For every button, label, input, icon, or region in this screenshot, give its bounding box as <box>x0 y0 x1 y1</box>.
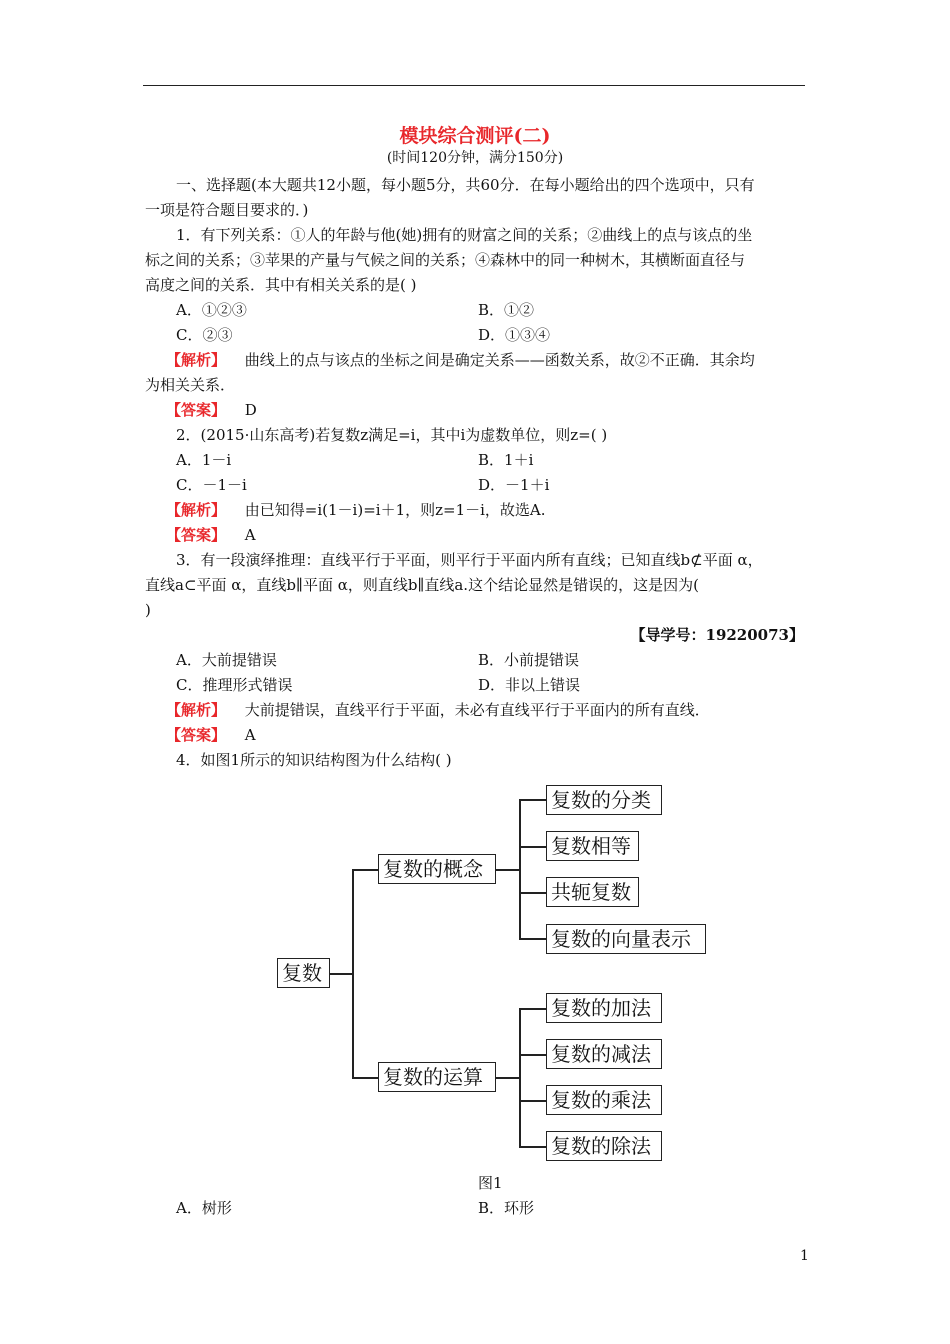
diagram-node-operation-child: 复数的减法 <box>546 1039 662 1069</box>
answer-label: 【答案】 <box>166 401 227 419</box>
q1-answer-value: D <box>244 401 257 419</box>
q3-option-a: A．大前提错误 <box>176 651 277 669</box>
connector <box>519 1008 521 1147</box>
connector <box>496 869 520 871</box>
q3-guide-number: 【导学号：19220073】 <box>630 626 804 644</box>
q2-option-b: B．1＋i <box>478 451 534 469</box>
q3-option-b: B．小前提错误 <box>478 651 580 669</box>
connector <box>352 869 354 1078</box>
diagram-node-concept-child: 复数的分类 <box>546 785 662 815</box>
q1-option-a: A．①②③ <box>176 301 247 319</box>
q1-option-c: C．②③ <box>176 326 233 344</box>
header-rule <box>143 85 805 86</box>
q2-analysis-text: 由已知得=i(1－i)=i＋1，则z=1－i，故选A. <box>244 501 546 519</box>
q3-answer-value: A <box>244 726 256 744</box>
q1-stem-line1: 1．有下列关系：①人的年龄与他(她)拥有的财富之间的关系；②曲线上的点与该点的坐 <box>176 226 753 244</box>
q4-option-a: A．树形 <box>176 1199 232 1217</box>
q2-option-a: A．1－i <box>176 451 232 469</box>
q3-stem-line3: ) <box>145 601 151 619</box>
connector <box>519 1146 546 1148</box>
document-subtitle: (时间120分钟，满分150分) <box>386 150 564 166</box>
diagram-node-concept-child: 复数相等 <box>546 831 639 861</box>
connector <box>519 846 546 848</box>
q3-stem-line1: 3．有一段演绎推理：直线平行于平面，则平行于平面内所有直线；已知直线b⊄平面 α， <box>176 551 763 569</box>
q3-analysis <box>166 700 710 720</box>
q3-answer <box>166 725 256 745</box>
analysis-label: 【解析】 <box>166 501 227 519</box>
q2-stem: 2．(2015·山东高考)若复数z满足=i，其中i为虚数单位，则z=( ) <box>176 426 608 444</box>
analysis-label: 【解析】 <box>166 701 227 719</box>
q4-stem: 4．如图1所示的知识结构图为什么结构( ) <box>176 751 452 769</box>
diagram-node-root: 复数 <box>277 958 330 988</box>
diagram-node-operation-child: 复数的乘法 <box>546 1085 662 1115</box>
connector <box>352 869 378 871</box>
q1-option-b: B．①② <box>478 301 535 319</box>
q2-analysis <box>166 500 546 520</box>
q1-analysis-text: 曲线上的点与该点的坐标之间是确定关系——函数关系，故②不正确．其余均 <box>244 351 755 369</box>
connector <box>519 892 546 894</box>
analysis-label: 【解析】 <box>166 351 227 369</box>
figure-caption: 图1 <box>478 1174 503 1192</box>
page-number: 1 <box>800 1248 809 1264</box>
q3-stem-line2: 直线a⊂平面 α，直线b∥平面 α，则直线b∥直线a.这个结论显然是错误的，这是因为( <box>145 576 699 594</box>
q1-stem-line3: 高度之间的关系．其中有相关关系的是( ) <box>145 276 417 294</box>
connector <box>519 799 521 939</box>
q3-analysis-text: 大前提错误，直线平行于平面，未必有直线平行于平面内的所有直线． <box>244 701 710 719</box>
q2-option-d: D．－1＋i <box>478 476 550 494</box>
q1-analysis-line2: 为相关关系． <box>145 376 236 394</box>
diagram-node-concept: 复数的概念 <box>378 854 496 884</box>
diagram-node-operation-child: 复数的除法 <box>546 1131 662 1161</box>
diagram-node-operation-child: 复数的加法 <box>546 993 662 1023</box>
connector <box>519 938 546 940</box>
section-instruction-line2: 一项是符合题目要求的．) <box>145 201 309 219</box>
diagram-node-operation: 复数的运算 <box>378 1062 496 1092</box>
diagram-node-concept-child: 共轭复数 <box>546 877 639 907</box>
q2-answer <box>166 525 256 545</box>
q1-answer <box>166 400 257 420</box>
connector <box>352 1077 378 1079</box>
q2-answer-value: A <box>244 526 256 544</box>
document-title: 模块综合测评(二) <box>399 125 551 147</box>
q1-stem-line2: 标之间的关系；③苹果的产量与气候之间的关系；④森林中的同一种树木，其横断面直径与 <box>145 251 746 269</box>
q4-option-b: B．环形 <box>478 1199 535 1217</box>
connector <box>519 799 546 801</box>
connector <box>329 973 353 975</box>
connector <box>496 1077 520 1079</box>
answer-label: 【答案】 <box>166 526 227 544</box>
q3-option-c: C．推理形式错误 <box>176 676 293 694</box>
answer-label: 【答案】 <box>166 726 227 744</box>
q1-analysis <box>166 350 755 370</box>
connector <box>519 1008 546 1010</box>
q3-option-d: D．非以上错误 <box>478 676 581 694</box>
connector <box>519 1054 546 1056</box>
connector <box>519 1100 546 1102</box>
q1-option-d: D．①③④ <box>478 326 551 344</box>
q2-option-c: C．－1－i <box>176 476 247 494</box>
section-instruction-line1: 一、选择题(本大题共12小题，每小题5分，共60分．在每小题给出的四个选项中，只有 <box>176 176 755 194</box>
diagram-node-concept-child: 复数的向量表示 <box>546 924 706 954</box>
